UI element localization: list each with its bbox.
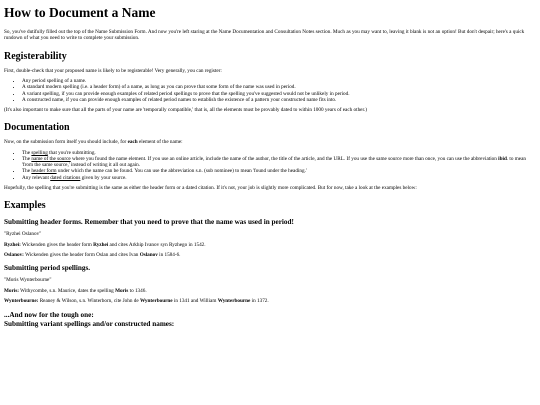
documentation-list <box>4 150 536 181</box>
example-name: "Ryzhei Oslanov" <box>4 231 42 238</box>
text: to 1346. <box>128 287 147 294</box>
emphasis: Oslanov <box>139 252 158 259</box>
registerability-heading: Registerability <box>4 50 67 62</box>
example-line <box>4 298 536 304</box>
emphasis: ibid <box>498 156 507 163</box>
text: Any relevant <box>22 174 51 181</box>
text: in 1372. <box>250 298 269 305</box>
example-line <box>4 242 536 248</box>
text: The <box>22 149 32 156</box>
text: under which the name can be found. You can use the abbreviation s.n. (sub nominee) to mean 'found under the heading.' <box>56 168 307 175</box>
underlined-term: header form <box>31 168 57 175</box>
documentation-lead <box>4 139 536 145</box>
text: Wickenden gives the header form Oslan and cites Ivan <box>23 252 140 259</box>
element-label: Oslanov: <box>4 252 24 259</box>
example-name: "Moris Wynterbourne" <box>4 277 52 284</box>
text: . to mean 'from the same source,' instead of writing it all out again. <box>22 156 526 169</box>
list-item: • Any period spelling of a name. <box>22 78 536 84</box>
emphasis: Ryzhei <box>93 241 109 248</box>
element-label: Moris: <box>4 287 19 294</box>
intro-paragraph: So, you've dutifully filled out the top of the Name Submission Form. And now you're left staring at the Name Documentation and Consultation Notes section. Much as you may want to, leaving it blank is not an option! But don't despair; here's a quick rundown of what you need to write to complete your submission. <box>4 29 525 42</box>
text: The <box>22 168 32 175</box>
emphasis: Wynterbourne <box>139 298 173 305</box>
registerability-note: (It's also important to make sure that all the parts of your name are 'temporally compatible,' that is, all the elements must be provably dated to within 1000 years of each other.) <box>4 107 367 114</box>
list-item <box>22 156 536 168</box>
example-line <box>4 288 536 294</box>
emphasis: Moris <box>115 287 129 294</box>
underlined-term: dated citations <box>50 174 81 181</box>
text: Reaney & Wilson, s.n. Winterborn, cite John de <box>38 298 140 305</box>
text: element of the name: <box>137 139 183 146</box>
element-label: Ryzhei: <box>4 241 21 248</box>
underlined-term: name of the source <box>31 156 71 163</box>
documentation-closing: Hopefully, the spelling that you're submitting is the same as either the header form or a dated citation. If it's not, your job is slightly more complicated. But for now, take a look at the examples below: <box>4 184 417 191</box>
emphasis: Wynterbourne <box>217 298 251 305</box>
page-title: How to Document a Name <box>4 5 156 20</box>
text: The <box>22 156 32 163</box>
list-item: • A standard modern spelling (i.e. a header form) of a name, as long as you can prove that some form of the name was used in period. <box>22 84 536 90</box>
text: that you're submitting. <box>47 149 96 156</box>
registerability-list <box>4 78 536 103</box>
list-item <box>22 175 536 181</box>
header-forms-heading: Submitting header forms. Remember that you need to prove that the name was used in period! <box>4 218 294 227</box>
text: in 1584-6. <box>157 252 181 259</box>
text: Withycombe, s.n. Maurice, dates the spelling <box>18 287 116 294</box>
tough-one-heading <box>4 311 536 329</box>
text: where you found the name element. If you use an online article, include the name of the author, the title of the article, and the URL. If you use the same source more than once, you can use the abbreviation <box>70 156 499 163</box>
text: and cites Arkhip Ivanov syn Ryzhego in 1542. <box>108 241 206 248</box>
example-line <box>4 252 536 258</box>
list-item: • A variant spelling, if you can provide enough examples of related period spellings to prove that the spelling you've suggested would not be unlikely in period. <box>22 91 536 97</box>
registerability-lead: First, double-check that your proposed name is likely to be registerable! Very generally, you can register: <box>4 67 222 74</box>
underlined-term: spelling <box>31 149 48 156</box>
text: Now, on the submission form itself you should include, for <box>4 139 128 146</box>
emphasis: each <box>127 139 138 146</box>
text: in 1341 and William <box>172 298 218 305</box>
text: Submitting variant spellings and/or constructed names: <box>4 319 175 328</box>
period-spellings-heading: Submitting period spellings. <box>4 264 91 273</box>
text: given by your source. <box>80 174 127 181</box>
list-item: • A constructed name, if you can provide enough examples of related period names to establish the existence of a pattern your constructed name fits into. <box>22 97 536 103</box>
examples-heading: Examples <box>4 200 46 212</box>
text: Wickenden gives the header form <box>20 241 94 248</box>
documentation-heading: Documentation <box>4 122 70 134</box>
element-label: Wynterbourne: <box>4 298 39 305</box>
text: ...And now for the tough one: <box>4 310 94 319</box>
